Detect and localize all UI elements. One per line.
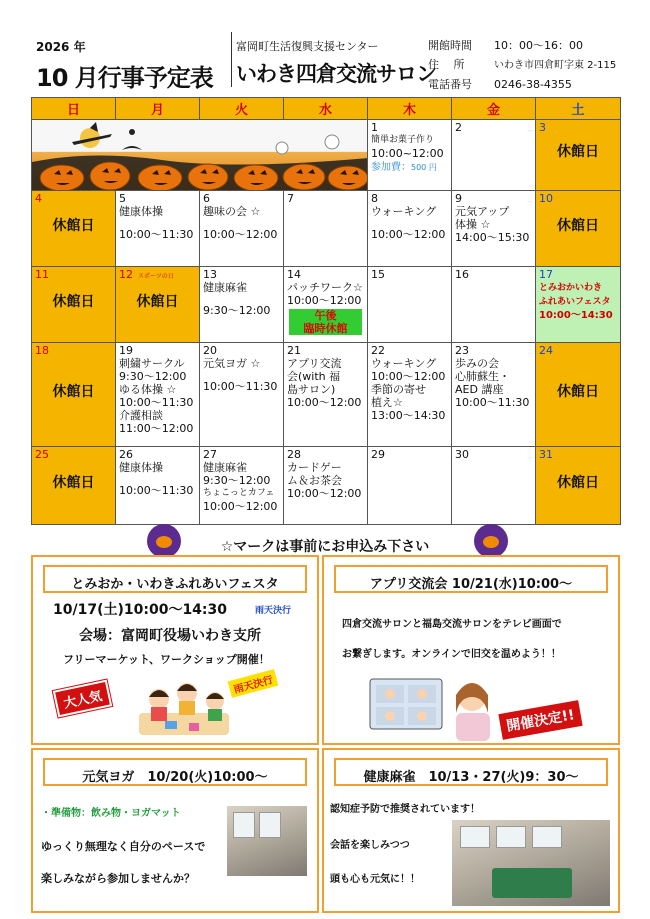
pumpkin-witch-icon bbox=[32, 120, 368, 191]
closed-label: 休館日 bbox=[557, 144, 599, 160]
event-name: パッチワーク☆ bbox=[287, 281, 363, 294]
weekday-mon: 月 bbox=[116, 98, 200, 120]
day-cell-2: 2 bbox=[452, 120, 536, 191]
rain-sticker: 雨天決行 bbox=[228, 669, 279, 698]
day-cell-15: 15 bbox=[368, 267, 452, 343]
day-cell-6: 6 趣味の会 ☆ 10:00～12:00 bbox=[200, 191, 284, 267]
day-cell-18: 18 休館日 bbox=[32, 343, 116, 447]
calendar-table bbox=[31, 97, 621, 525]
event-time: 10:00～11:30 bbox=[119, 228, 194, 241]
halloween-background bbox=[32, 120, 367, 190]
mahjong-photo bbox=[452, 820, 610, 906]
closed-label: 休館日 bbox=[136, 293, 179, 310]
hours-value: 10：00～16：00 bbox=[494, 39, 583, 52]
kids-crafting-icon bbox=[129, 671, 239, 741]
contact-info bbox=[428, 36, 616, 94]
event-name: 簡単お菓子作り bbox=[371, 135, 435, 145]
day-cell-16: 16 bbox=[452, 267, 536, 343]
pumpkin-bat-icon bbox=[474, 524, 508, 558]
day-cell-1: 1 簡単お菓子作り 10:00~12:00 参加費：500 円 bbox=[368, 120, 452, 191]
yoga-description-1: ゆっくり無理なく自分のペースで bbox=[41, 840, 206, 853]
event-time: 10:00～12:00 bbox=[371, 228, 446, 241]
day-cell-17: 17 とみおかいわき ふれあいフェスタ 10:00～14:30 bbox=[536, 267, 621, 343]
event-name: 元気アップ bbox=[455, 205, 510, 218]
header-divider bbox=[231, 32, 232, 87]
day-cell-14: 14 パッチワーク☆ 10:00～12:00 午後 臨時休館 bbox=[284, 267, 368, 343]
mahjong-info-box bbox=[322, 748, 620, 913]
weekday-thu: 木 bbox=[368, 98, 452, 120]
confirmed-sticker: 開催決定!! bbox=[498, 700, 582, 740]
day-cell-29: 29 bbox=[368, 447, 452, 525]
weekday-wed: 水 bbox=[284, 98, 368, 120]
weekday-tue: 火 bbox=[200, 98, 284, 120]
day-cell-19: 19 刺繍サークル 9:30～12:00 ゆる体操 ☆ 10:00～11:30 介護相談 11:00～12:00 bbox=[116, 343, 200, 447]
event-name-2: 体操 ☆ bbox=[455, 218, 491, 231]
mahjong-title: 健康麻雀 10/13・27(火)9：30～ bbox=[363, 770, 579, 785]
app-description-1: 四倉交流サロンと福島交流サロンをテレビ画面で bbox=[342, 619, 562, 630]
day-cell-4: 4 休館日 bbox=[32, 191, 116, 267]
event-time: 10:00~12:00 bbox=[371, 147, 444, 160]
popular-sticker: 大人気 bbox=[53, 680, 112, 718]
address-label: 住 所 bbox=[428, 58, 465, 71]
halloween-illustration bbox=[32, 120, 368, 191]
day-cell-12: 12 スポーツの日 休館日 bbox=[116, 267, 200, 343]
festa-venue: 会場：富岡町役場いわき支所 bbox=[79, 628, 261, 644]
festa-date: 10/17(土)10:00～14:30 bbox=[53, 602, 228, 618]
festa-rain-note: 雨天決行 bbox=[255, 606, 292, 616]
day-cell-11: 11 休館日 bbox=[32, 267, 116, 343]
phone-label: 電話番号 bbox=[428, 78, 472, 91]
app-info-box bbox=[322, 555, 620, 745]
festa-info-box bbox=[31, 555, 319, 745]
event-name: ウォーキング bbox=[371, 205, 437, 218]
closed-label: 休館日 bbox=[557, 383, 599, 400]
reservation-notice: ☆マークは事前にお申込み下さい bbox=[220, 539, 430, 555]
event-time: 10:00～12:00 bbox=[287, 294, 362, 307]
yoga-title-frame bbox=[43, 758, 307, 786]
closed-label: 休館日 bbox=[557, 474, 599, 491]
salon-name: いわき四倉交流サロン bbox=[236, 62, 436, 86]
day-cell-20: 20 元気ヨガ ☆ 10:00～11:30 bbox=[200, 343, 284, 447]
event-name: 趣味の会 ☆ bbox=[203, 205, 261, 218]
afternoon-closed-badge: 午後 臨時休館 bbox=[289, 309, 362, 335]
event-time: 10:00～11:30 bbox=[203, 380, 278, 393]
closed-label: 休館日 bbox=[52, 217, 95, 234]
day-cell-27: 27 健康麻雀 9:30～12:00 ちょこっとカフェ 10:00～12:00 bbox=[200, 447, 284, 525]
day-cell-7: 7 bbox=[284, 191, 368, 267]
mahjong-description-3: 頭も心も元気に！！ bbox=[330, 874, 420, 885]
yoga-description-2: 楽しみながら参加しませんか？ bbox=[41, 872, 195, 885]
festa-line-1: とみおかいわき bbox=[539, 283, 603, 293]
festa-time: 10:00～14:30 bbox=[539, 310, 613, 321]
address-value: いわき市四倉町字東 2-115 bbox=[494, 60, 617, 71]
day-cell-30: 30 bbox=[452, 447, 536, 525]
organization-name: 富岡町生活復興支援センター bbox=[236, 40, 379, 53]
day-cell-28: 28 カードゲー ム＆お茶会 10:00～12:00 bbox=[284, 447, 368, 525]
event-name: 健康麻雀 bbox=[203, 281, 247, 294]
day-cell-13: 13 健康麻雀 9:30～12:00 bbox=[200, 267, 284, 343]
year-label: 2026 年 bbox=[36, 40, 86, 54]
event-name: 健康体操 bbox=[119, 205, 163, 218]
closed-label: 休館日 bbox=[557, 217, 599, 234]
festa-line-2: ふれあいフェスタ bbox=[539, 297, 611, 307]
yoga-items: ・準備物：飲み物・ヨガマット bbox=[41, 808, 181, 819]
weekday-header-row bbox=[32, 98, 621, 120]
weekday-sun: 日 bbox=[32, 98, 116, 120]
day-cell-26: 26 健康体操 10:00～11:30 bbox=[116, 447, 200, 525]
festa-title-frame bbox=[43, 565, 307, 593]
page-title: 10 月行事予定表 bbox=[36, 64, 213, 92]
festa-description: フリーマーケット、ワークショップ開催！ bbox=[63, 653, 270, 666]
app-title: アプリ交流会 10/21(水)10:00～ bbox=[369, 577, 573, 592]
day-cell-24: 24 休館日 bbox=[536, 343, 621, 447]
event-time: 14:00～15:30 bbox=[455, 231, 530, 244]
event-time: 10:00～12:00 bbox=[203, 228, 278, 241]
weekday-sat: 土 bbox=[536, 98, 621, 120]
yoga-title: 元気ヨガ 10/20(火)10:00～ bbox=[82, 770, 268, 785]
closed-label: 休館日 bbox=[52, 383, 95, 400]
day-cell-9: 9 元気アップ 体操 ☆ 14:00～15:30 bbox=[452, 191, 536, 267]
day-cell-31: 31 休館日 bbox=[536, 447, 621, 525]
event-name: 元気ヨガ ☆ bbox=[203, 357, 261, 370]
event-name: 健康体操 bbox=[119, 461, 163, 474]
fee-value: 500 円 bbox=[411, 163, 437, 172]
day-cell-3: 3 休館日 bbox=[536, 120, 621, 191]
day-cell-8: 8 ウォーキング 10:00～12:00 bbox=[368, 191, 452, 267]
yoga-photo bbox=[227, 806, 307, 876]
day-cell-5: 5 健康体操 10:00～11:30 bbox=[116, 191, 200, 267]
day-cell-22: 22 ウォーキング 10:00～12:00 季節の寄せ 植え☆ 13:00～14:30 bbox=[368, 343, 452, 447]
closed-label: 休館日 bbox=[52, 293, 95, 310]
day-cell-21: 21 アプリ交流 会(with 福 島サロン) 10:00～12:00 bbox=[284, 343, 368, 447]
day-cell-10: 10 休館日 bbox=[536, 191, 621, 267]
event-time: 9:30～12:00 bbox=[203, 304, 271, 317]
yoga-info-box bbox=[31, 748, 319, 913]
day-cell-25: 25 休館日 bbox=[32, 447, 116, 525]
day-cell-23: 23 歩みの会 心肺蘇生・ AED 講座 10:00～11:30 bbox=[452, 343, 536, 447]
holiday-note: スポーツの日 bbox=[138, 273, 174, 280]
header bbox=[0, 0, 650, 95]
video-call-icon bbox=[368, 673, 500, 743]
app-description-2: お繋ぎします。オンラインで旧交を温めよう！！ bbox=[342, 649, 561, 660]
mahjong-description-1: 認知症予防で推奨されています！ bbox=[330, 804, 480, 815]
phone-value: 0246-38-4355 bbox=[494, 78, 572, 91]
weekday-fri: 金 bbox=[452, 98, 536, 120]
mahjong-title-frame bbox=[334, 758, 608, 786]
app-title-frame bbox=[334, 565, 608, 593]
hours-label: 開館時間 bbox=[428, 39, 472, 52]
festa-title: とみおか・いわきふれあいフェスタ bbox=[71, 577, 279, 592]
mahjong-description-2: 会話を楽しみつつ bbox=[330, 840, 410, 851]
closed-label: 休館日 bbox=[52, 474, 95, 491]
event-time: 10:00～11:30 bbox=[119, 484, 194, 497]
fee-label: 参加費： bbox=[371, 162, 411, 173]
